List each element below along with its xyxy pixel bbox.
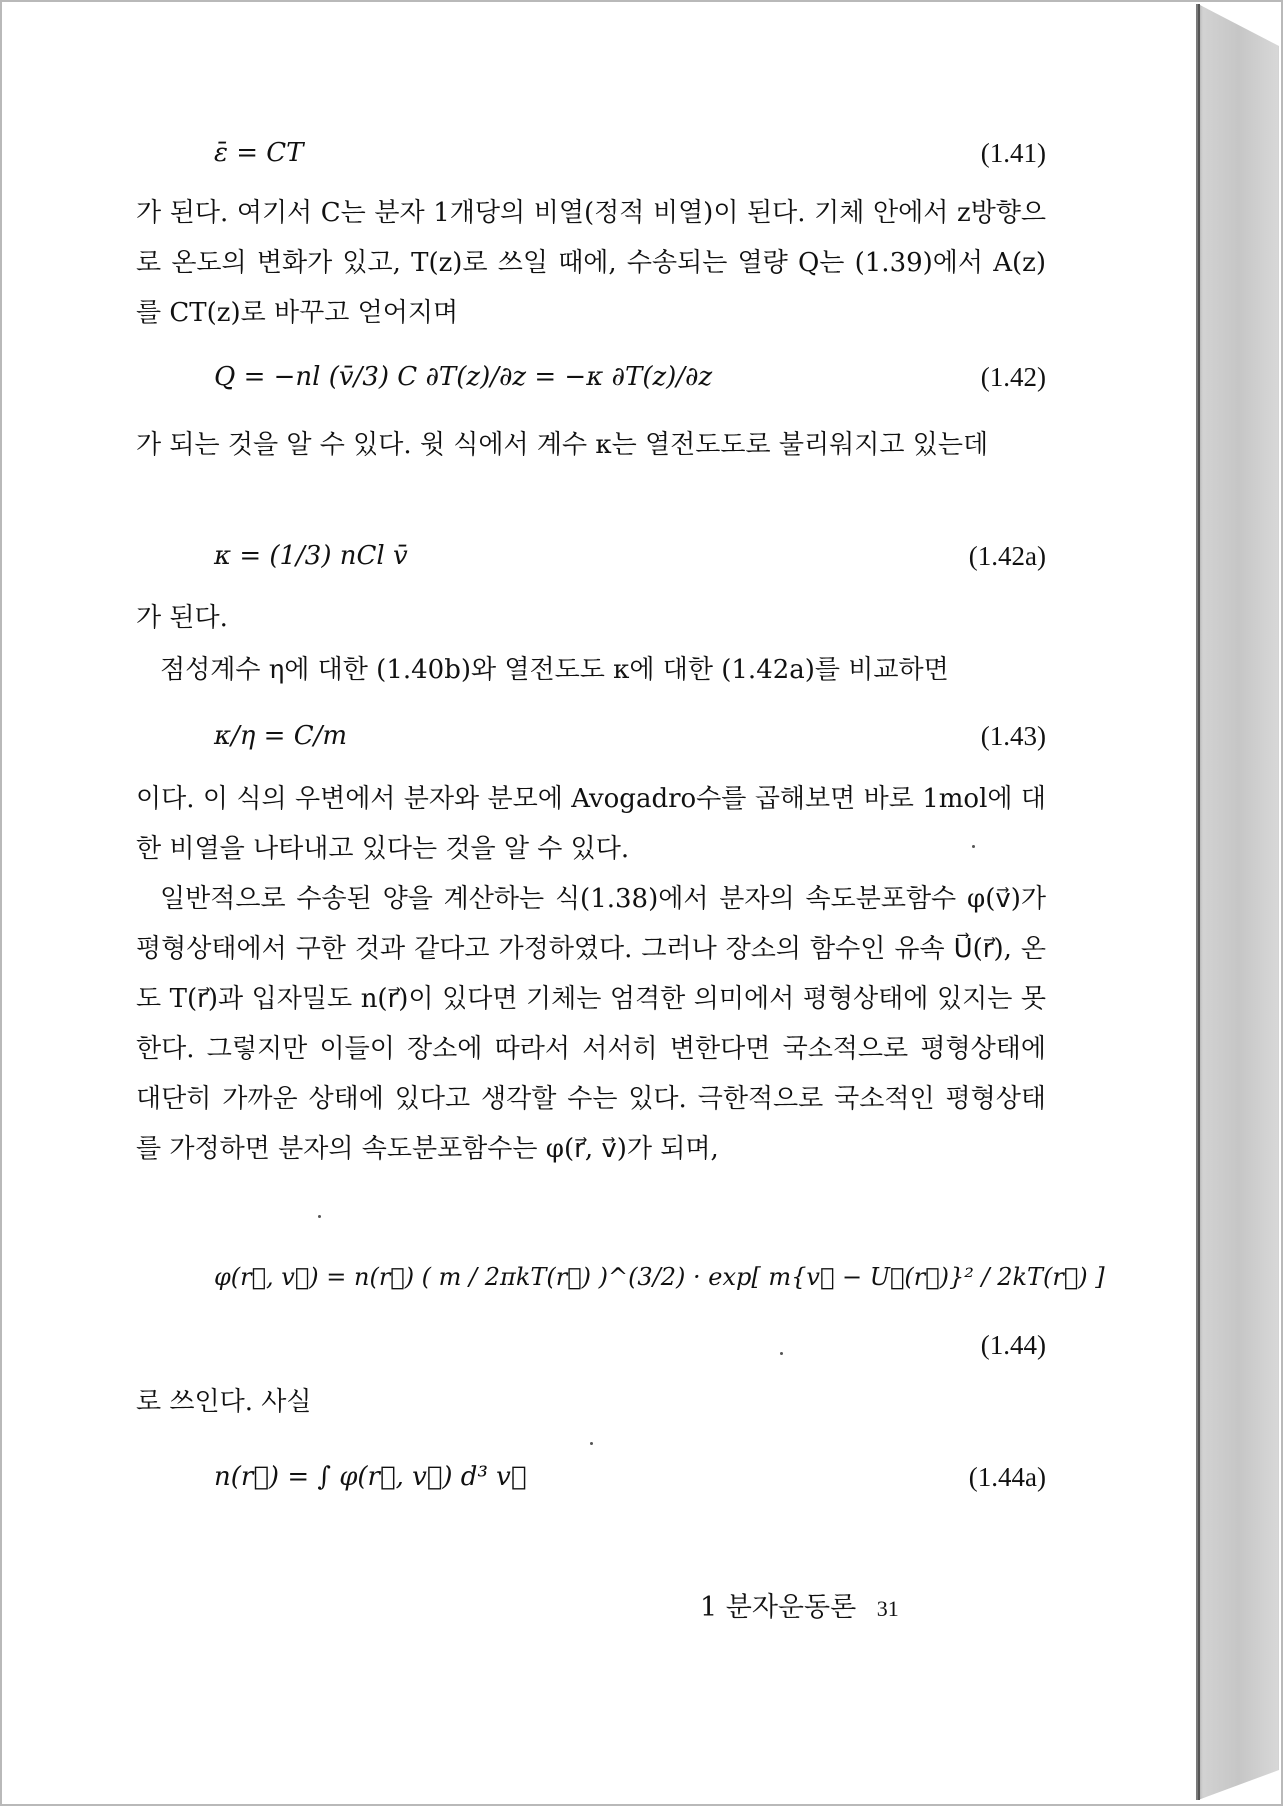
scan-speck	[780, 1352, 783, 1355]
paragraph-6: 일반적으로 수송된 양을 계산하는 식(1.38)에서 분자의 속도분포함수 φ(v⃗)가 평형상태에서 구한 것과 같다고 가정하였다. 그러나 장소의 함수인 유속 U⃗(r⃗), 온도 T(r⃗)과 입자밀도 n(r⃗)이 있다면 기체는 엄격한 의미에서 평형상태에 있지는 못한다. 그렇지만 이들이 장소에 따라서 서서히 변한다면 국소적으로 평형상태에 대단히 가까운 상태에 있다고 생각할 수는 있다. 극한적으로 국소적인 평형상태를 가정하면 분자의 속도분포함수는 φ(r⃗, v⃗)가 되며,	[136, 884, 1046, 1164]
equation-formula: n(r⃗) = ∫ φ(r⃗, v⃗) d³ v⃗	[214, 1462, 527, 1492]
equation-number: (1.42a)	[968, 541, 1046, 571]
equation-1-42	[136, 352, 1046, 402]
page-footer	[700, 1585, 1046, 1624]
equation-1-41	[136, 128, 1046, 178]
equation-1-42a	[136, 531, 1046, 581]
equation-formula: Q = −nl (v̄/3) C ∂T(z)/∂z = −κ ∂T(z)/∂z	[214, 362, 713, 392]
chapter-title: 1 분자운동론	[700, 1592, 857, 1623]
equation-number: (1.43)	[980, 721, 1046, 751]
paragraph-4: 점성계수 η에 대한 (1.40b)와 열전도도 κ에 대한 (1.42a)를 비교하면	[160, 655, 949, 685]
equation-number: (1.44a)	[968, 1462, 1046, 1492]
equation-number: (1.41)	[980, 138, 1046, 168]
equation-formula: ε̄ = CT	[214, 138, 304, 168]
paragraph-1: 가 된다. 여기서 C는 분자 1개당의 비열(정적 비열)이 된다. 기체 안에서 z방향으로 온도의 변화가 있고, T(z)로 쓰일 때에, 수송되는 열량 Q는 (1.39)에서 A(z)를 CT(z)로 바꾸고 얻어지며	[136, 198, 1046, 328]
equation-number: (1.44)	[980, 1330, 1046, 1360]
scan-speck	[318, 1215, 321, 1218]
equation-1-44a	[136, 1452, 1046, 1502]
paragraph-3: 가 된다.	[136, 603, 228, 633]
book-spine-edge	[1198, 4, 1279, 1800]
scan-speck	[590, 1442, 593, 1445]
paragraph-5: 이다. 이 식의 우변에서 분자와 분모에 Avogadro수를 곱해보면 바로 1mol에 대한 비열을 나타내고 있다는 것을 알 수 있다.	[136, 784, 1046, 864]
equation-formula: κ = (1/3) nCl v̄	[214, 541, 408, 571]
equation-formula: φ(r⃗, v⃗) = n(r⃗) ( m / 2πkT(r⃗) )^(3/2) · exp[ m{v⃗ − U⃗(r⃗)}² / 2kT(r⃗) ]	[214, 1263, 1105, 1291]
equation-1-43	[136, 711, 1046, 761]
equation-1-44-number-row	[136, 1320, 1046, 1370]
scan-speck	[972, 845, 975, 848]
paragraph-7: 로 쓰인다. 사실	[136, 1387, 312, 1417]
equation-number: (1.42)	[980, 362, 1046, 392]
page-number: 31	[876, 1596, 899, 1621]
paragraph-2: 가 되는 것을 알 수 있다. 윗 식에서 계수 κ는 열전도도로 불리워지고 있는데	[136, 430, 989, 460]
equation-1-44	[136, 1252, 1105, 1302]
equation-formula: κ/η = C/m	[214, 721, 348, 751]
